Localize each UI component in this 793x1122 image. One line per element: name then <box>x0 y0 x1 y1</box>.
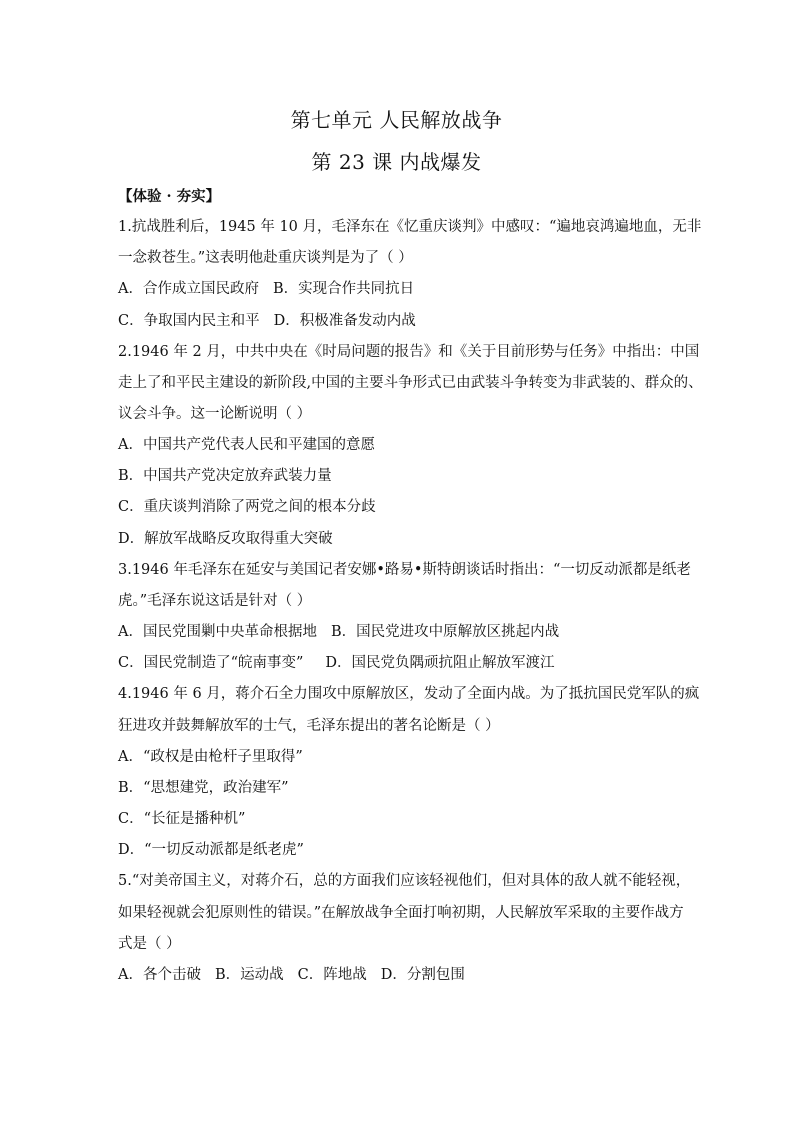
question-1-option-a: A．合作成立国民政府 <box>118 281 259 297</box>
question-3-option-d: D．国民党负隅顽抗阻止解放军渡江 <box>325 655 555 671</box>
question-3-line-2: 虎。”毛泽东说这话是针对（ ） <box>118 593 312 609</box>
question-1-line-2: 一念救苍生。”这表明他赴重庆谈判是为了（ ） <box>118 250 413 266</box>
question-3-line-1: 3.1946 年毛泽东在延安与美国记者安娜•路易•斯特朗谈话时指出：“一切反动派都是纸老 <box>118 562 691 578</box>
question-4-line-2: 狂进攻并鼓舞解放军的士气，毛泽东提出的著名论断是（ ） <box>118 718 500 734</box>
unit-title: 第七单元 人民解放战争 <box>290 108 503 132</box>
lesson-title: 第 23 课 内战爆发 <box>311 150 482 174</box>
question-2-option-c: C．重庆谈判消除了两党之间的根本分歧 <box>118 499 376 515</box>
question-2-option-b: B．中国共产党决定放弃武装力量 <box>118 468 332 484</box>
question-3-option-c: C．国民党制造了“皖南事变” <box>118 655 304 671</box>
question-4-option-c: C．“长征是播种机” <box>118 811 246 827</box>
question-1-option-c: C．争取国内民主和平 <box>118 313 260 329</box>
question-3-options-row-1 <box>118 622 559 642</box>
question-3-options-row-2 <box>118 653 555 673</box>
question-5-line-2: 如果轻视就会犯原则性的错误。”在解放战争全面打响初期，人民解放军采取的主要作战方 <box>118 905 684 921</box>
question-3-option-a: A．国民党围剿中央革命根据地 <box>118 624 317 640</box>
question-4-option-b: B．“思想建党，政治建军” <box>118 780 289 796</box>
question-4-line-1: 4.1946 年 6 月，蒋介石全力围攻中原解放区，发动了全面内战。为了抵抗国民党军队的疯 <box>118 686 700 702</box>
question-4-option-a: A．“政权是由枪杆子里取得” <box>118 749 303 765</box>
question-5-line-1: 5.“对美帝国主义，对蒋介石，总的方面我们应该轻视他们，但对具体的敌人就不能轻视， <box>118 873 691 889</box>
section-label: 【体验 · 夯实】 <box>118 188 221 205</box>
question-4-option-d: D．“一切反动派都是纸老虎” <box>118 842 304 858</box>
question-5-option-a: A．各个击破 <box>118 967 201 983</box>
question-1-option-d: D．积极准备发动内战 <box>273 313 416 329</box>
question-1-options-row-1 <box>118 279 414 299</box>
question-2-line-1: 2.1946 年 2 月，中共中央在《时局问题的报告》和《关于目前形势与任务》中指出：中国 <box>118 344 700 360</box>
question-2-option-d: D．解放军战略反攻取得重大突破 <box>118 531 333 547</box>
question-3-option-b: B．国民党进攻中原解放区挑起内战 <box>330 624 560 640</box>
question-5-option-b: B．运动战 <box>214 967 284 983</box>
question-1-line-1: 1.抗战胜利后，1945 年 10 月，毛泽东在《忆重庆谈判》中感叹：“遍地哀鸿遍地血，无非 <box>118 219 702 235</box>
question-2-option-a: A．中国共产党代表人民和平建国的意愿 <box>118 437 375 453</box>
question-1-options-row-2 <box>118 311 416 331</box>
question-1-option-b: B．实现合作共同抗日 <box>272 281 415 297</box>
question-5-option-d: D．分割包围 <box>380 967 465 983</box>
question-5-options-row-1 <box>118 965 465 985</box>
question-5-option-c: C．阵地战 <box>297 967 367 983</box>
question-2-line-2: 走上了和平民主建设的新阶段,中国的主要斗争形式已由武装斗争转变为非武装的、群众的、 <box>118 375 703 391</box>
question-5-line-3: 式是（ ） <box>118 936 181 952</box>
question-2-line-3: 议会斗争。这一论断说明（ ） <box>118 406 312 422</box>
